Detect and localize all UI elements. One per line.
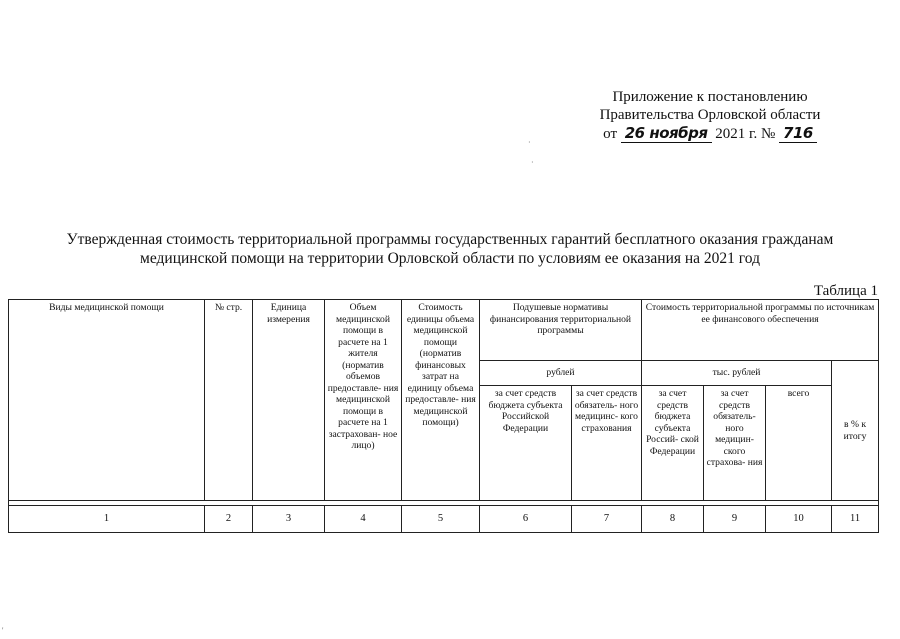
header-oms-cost: за счет средств обязатель- ного медицин- ского страхова- ния <box>704 386 766 501</box>
header-unit-cost: Стоимость единицы объема медицинской помощи (норматив финансовых затрат на единицу объема предоставле- ния медицинской помощи) <box>402 300 480 501</box>
header-unit: Единица измерения <box>253 300 325 501</box>
column-number: 1 <box>9 506 205 533</box>
appendix-block <box>590 88 830 143</box>
header-rubles: рублей <box>480 361 642 386</box>
appendix-year: 2021 г. № <box>715 126 776 142</box>
title-line-1: Утвержденная стоимость территориальной программы государственных гарантий бесплатного оказания гражданам <box>66 231 834 248</box>
title-line-2: медицинской помощи на территории Орловской области по условиям ее оказания на 2021 год <box>140 250 760 267</box>
scan-speck: · <box>531 158 534 167</box>
header-per-capita-group: Подушевые нормативы финансирования территориальной программы <box>480 300 642 361</box>
column-number: 11 <box>832 506 879 533</box>
document-title <box>40 230 860 268</box>
table-caption: Таблица 1 <box>813 283 878 299</box>
appendix-line-1: Приложение к постановлению <box>612 89 808 105</box>
column-number: 3 <box>253 506 325 533</box>
handwritten-date: 26 ноября <box>621 124 712 143</box>
handwritten-number: 716 <box>779 124 817 143</box>
column-number-row <box>9 506 879 533</box>
column-number: 2 <box>205 506 253 533</box>
header-row-number: № стр. <box>205 300 253 501</box>
header-budget-cost: за счет средств бюджета субъекта Россий- ской Федерации <box>642 386 704 501</box>
header-program-cost-group: Стоимость территориальной программы по источникам ее финансового обеспечения <box>642 300 879 361</box>
column-number: 9 <box>704 506 766 533</box>
column-number: 4 <box>325 506 402 533</box>
header-total-cost: всего <box>766 386 832 501</box>
header-oms-per-capita: за счет средств обязатель- ного медицинс- кого страхования <box>572 386 642 501</box>
appendix-from: от <box>603 126 617 142</box>
header-percent-total: в % к итогу <box>832 361 879 501</box>
cost-table <box>8 299 879 533</box>
header-volume: Объем медицинской помощи в расчете на 1 жителя (норматив объемов предоставле- ния медицинской помощи в расчете на 1 застрахован- ное лицо) <box>325 300 402 501</box>
scan-speck: · <box>528 138 531 147</box>
scan-speck: ' <box>2 626 4 635</box>
column-number: 7 <box>572 506 642 533</box>
appendix-date-line <box>590 124 830 143</box>
column-number: 8 <box>642 506 704 533</box>
header-thousand-rubles: тыс. рублей <box>642 361 832 386</box>
appendix-line-2: Правительства Орловской области <box>599 107 821 123</box>
header-care-type: Виды медицинской помощи <box>9 300 205 501</box>
column-number: 10 <box>766 506 832 533</box>
column-number: 5 <box>402 506 480 533</box>
column-number: 6 <box>480 506 572 533</box>
header-budget-per-capita: за счет средств бюджета субъекта Российской Федерации <box>480 386 572 501</box>
